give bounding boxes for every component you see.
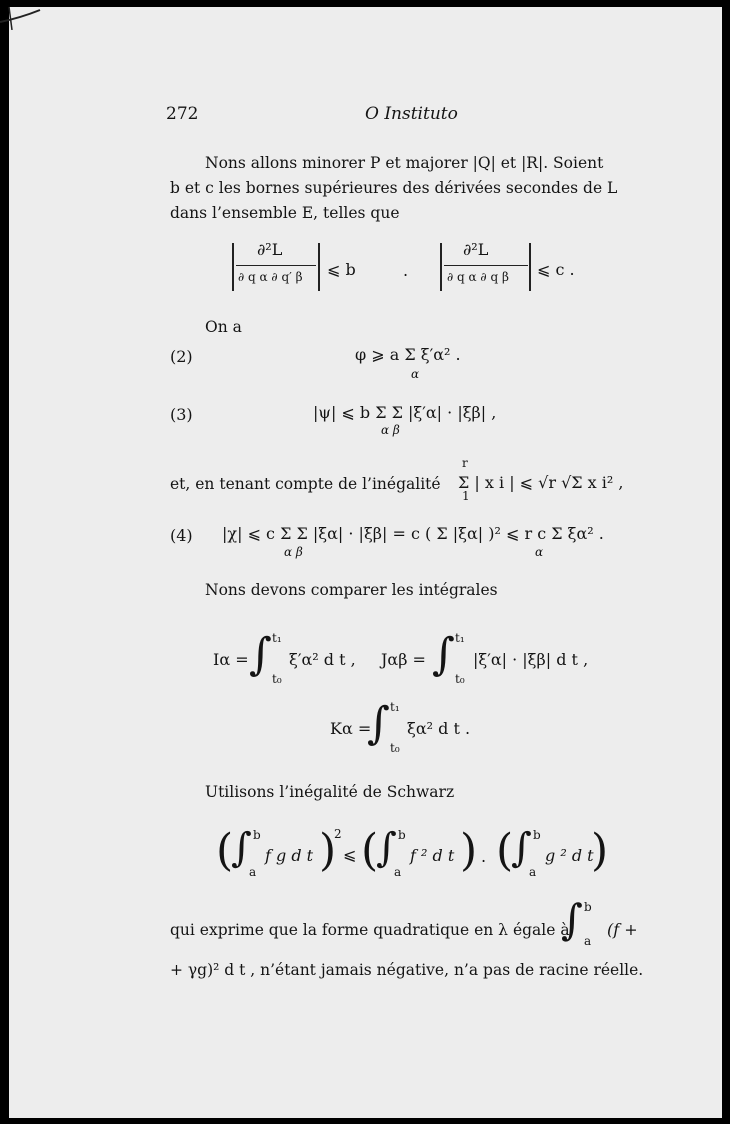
abs-bar	[440, 243, 442, 291]
integral-lower-limit: t₀	[272, 672, 282, 686]
integral-upper-limit: t₁	[390, 700, 400, 714]
integral-upper-limit: t₁	[455, 631, 465, 645]
equation-2-subscript: α	[411, 367, 420, 381]
integral-upper-limit: t₁	[272, 631, 282, 645]
paragraph-3: Utilisons l’inégalité de Schwarz	[205, 783, 455, 801]
schwarz-upper-limit: b	[253, 828, 261, 842]
paragraph-1-line-1: Nons allons minorer P et majorer |Q| et |R|. Soient	[205, 154, 604, 172]
integral-K-rhs: ξα² d t .	[407, 719, 471, 738]
abs-bar	[318, 243, 320, 291]
equation-number-4: (4)	[170, 526, 193, 545]
equation-number-2: (2)	[170, 347, 193, 366]
left-paren: (	[496, 825, 514, 876]
schwarz-lower-limit: a	[394, 865, 402, 879]
integral-sign: ∫	[231, 825, 252, 871]
on-a-text: On a	[205, 318, 242, 336]
fraction-2-bar	[444, 265, 528, 266]
left-paren: (	[361, 825, 379, 876]
bound-c: ⩽ c .	[537, 260, 575, 279]
integral-sign: ∫	[561, 895, 583, 944]
schwarz-dot: .	[481, 847, 487, 866]
schwarz-integrand-g2: g ² d t	[545, 846, 594, 865]
document-page	[9, 7, 722, 1118]
abs-bar	[232, 243, 234, 291]
integral-J-lhs: Jαβ =	[381, 650, 426, 669]
schwarz-lower-limit: a	[529, 865, 537, 879]
sum-upper-limit: r	[462, 456, 468, 470]
right-paren: )	[460, 825, 478, 876]
sum-lower-limit: 1	[462, 489, 470, 503]
fraction-1-bar	[236, 265, 316, 266]
abs-bar	[529, 243, 531, 291]
equation-3-subscript: α β	[381, 423, 400, 437]
paragraph-4-upper-limit: b	[584, 900, 592, 914]
page-number: 272	[166, 104, 199, 124]
integral-I-rhs: ξ′α² d t ,	[289, 650, 356, 669]
equation-4-subscript-right: α	[535, 545, 544, 559]
paragraph-1-line-2: b et c les bornes supérieures des dérivées secondes de L	[170, 179, 618, 197]
right-paren: )	[591, 825, 609, 876]
integral-J-rhs: |ξ′α| · |ξβ| d t ,	[473, 650, 589, 669]
schwarz-lower-limit: a	[249, 865, 257, 879]
equation-number-3: (3)	[170, 405, 193, 424]
fraction-2-numerator: ∂²L	[463, 240, 489, 259]
integral-I-lhs: Iα =	[213, 650, 249, 669]
integral-sign: ∫	[249, 629, 272, 680]
schwarz-upper-limit: b	[533, 828, 541, 842]
schwarz-integrand-fg: f g d t	[265, 846, 314, 865]
separator-dot: .	[403, 261, 409, 280]
paragraph-4-line-2: + γg)² d t , n’étant jamais négative, n’a pas de racine réelle.	[170, 961, 644, 979]
paragraph-4-lower-limit: a	[584, 934, 592, 948]
equation-4-subscript-left: α β	[284, 545, 303, 559]
paragraph-4-line-1: qui exprime que la forme quadratique en λ égale à	[170, 921, 570, 939]
right-paren: )	[319, 825, 337, 876]
fraction-1-numerator: ∂²L	[257, 240, 283, 259]
integral-sign: ∫	[432, 629, 455, 680]
paragraph-1-line-3: dans l’ensemble E, telles que	[170, 204, 400, 222]
equation-3: |ψ| ⩽ b Σ Σ |ξ′α| · |ξβ| ,	[313, 403, 497, 422]
equation-4: |χ| ⩽ c Σ Σ |ξα| · |ξβ| = c ( Σ |ξα| )² ⩽ r c Σ ξα² .	[222, 524, 604, 543]
integral-sign: ∫	[511, 825, 532, 871]
integral-K-lhs: Kα =	[330, 719, 372, 738]
schwarz-upper-limit: b	[398, 828, 406, 842]
fraction-2-denominator: ∂ q α ∂ q β	[447, 270, 509, 284]
fraction-1-denominator: ∂ q α ∂ q′ β	[238, 270, 303, 284]
integral-lower-limit: t₀	[455, 672, 465, 686]
schwarz-integrand-f2: f ² d t	[410, 846, 455, 865]
left-paren: (	[216, 825, 234, 876]
cauchy-inequality: Σ | x i | ⩽ √r √Σ x i² ,	[458, 473, 624, 492]
paragraph-4-line-1-tail: (f +	[607, 920, 638, 939]
scan-corner-mark	[0, 0, 60, 30]
integral-lower-limit: t₀	[390, 741, 400, 755]
schwarz-relation: ⩽	[343, 845, 357, 864]
schwarz-square: 2	[334, 827, 342, 841]
journal-title: O Instituto	[365, 104, 458, 124]
bound-b: ⩽ b	[327, 260, 356, 279]
paragraph-2: Nons devons comparer les intégrales	[205, 581, 498, 599]
integral-sign: ∫	[367, 698, 390, 749]
integral-sign: ∫	[376, 825, 397, 871]
equation-2: φ ⩾ a Σ ξ′α² .	[355, 345, 461, 364]
inequality-intro: et, en tenant compte de l’inégalité	[170, 475, 441, 493]
